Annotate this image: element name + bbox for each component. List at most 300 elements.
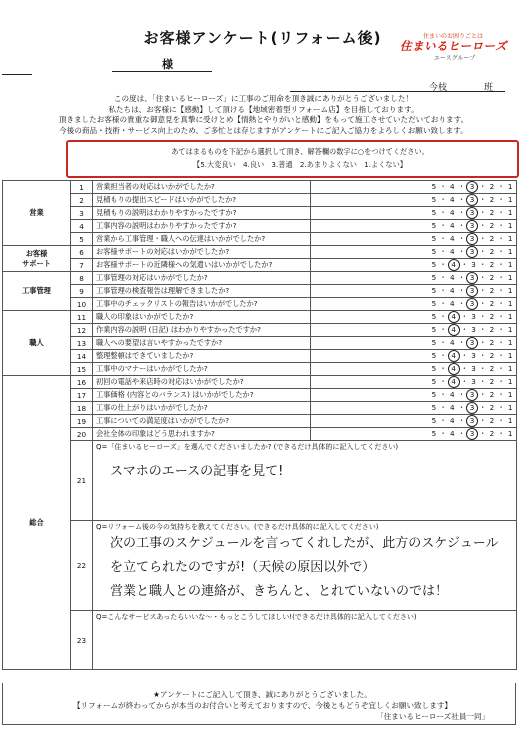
question-number: 11 (71, 311, 93, 324)
question-number: 6 (71, 246, 93, 259)
rating-option-5[interactable]: 5 (431, 325, 437, 334)
rating-options[interactable] (311, 363, 517, 376)
rating-option-1[interactable]: 1 (507, 273, 513, 282)
category-shokunin: 職人 (3, 311, 71, 376)
open-answer-cell[interactable] (93, 611, 517, 670)
rating-separator: ・ (476, 364, 490, 373)
rating-options[interactable] (311, 259, 517, 272)
rating-separator: ・ (494, 403, 508, 412)
rating-option-selected[interactable]: 3 (466, 207, 478, 219)
rating-option-5[interactable]: 5 (431, 403, 437, 412)
rating-separator: ・ (455, 299, 469, 308)
rating-option-2[interactable]: 2 (489, 208, 495, 217)
rating-separator: ・ (494, 273, 508, 282)
question-number: 22 (71, 521, 93, 611)
question-text: 工事内容の説明はわかりやすかったですか? (93, 220, 311, 233)
rating-separator: ・ (457, 325, 472, 334)
rating-option-1[interactable]: 1 (507, 312, 513, 321)
rating-separator: ・ (455, 221, 469, 230)
question-text: 工事中のマナーはいかがでしたか? (93, 363, 311, 376)
rating-option-selected[interactable]: 4 (448, 350, 460, 362)
question-number: 12 (71, 324, 93, 337)
rating-option-1[interactable]: 1 (507, 260, 513, 269)
rating-separator: ・ (436, 403, 450, 412)
rating-option-1[interactable]: 1 (507, 403, 513, 412)
rating-option-5[interactable]: 5 (431, 390, 437, 399)
rating-separator: ・ (494, 234, 508, 243)
rating-option-5[interactable]: 5 (431, 338, 437, 347)
rating-options[interactable] (311, 246, 517, 259)
rating-separator: ・ (455, 273, 469, 282)
rating-options[interactable] (311, 181, 517, 194)
question-row (3, 259, 517, 272)
rating-separator: ・ (455, 429, 469, 438)
rating-option-selected[interactable]: 3 (466, 220, 478, 232)
rating-option-4[interactable]: 4 (449, 221, 456, 230)
question-text: 作業内容の説明 (日記) はわかりやすかったですか? (93, 324, 311, 337)
question-text: お客様サポートの対応はいかがでしたか? (93, 246, 311, 259)
rating-separator: ・ (476, 208, 490, 217)
question-number: 21 (71, 441, 93, 521)
rating-option-2[interactable]: 2 (489, 221, 495, 230)
rating-option-4[interactable]: 4 (449, 390, 456, 399)
rating-options[interactable] (311, 402, 517, 415)
rating-separator: ・ (436, 325, 450, 334)
rating-option-1[interactable]: 1 (507, 208, 513, 217)
rating-separator: ・ (476, 390, 490, 399)
rating-option-5[interactable]: 5 (431, 234, 437, 243)
rating-separator: ・ (494, 247, 508, 256)
rating-option-1[interactable]: 1 (507, 195, 513, 204)
question-number: 16 (71, 376, 93, 389)
question-row (3, 194, 517, 207)
question-text: 見積もりの説明はわかりやすかったですか? (93, 207, 311, 220)
question-row (3, 402, 517, 415)
rating-option-5[interactable]: 5 (431, 182, 437, 191)
handwritten-answer: を立てられたのですが!（天候の原因以外で） (110, 560, 376, 575)
rating-option-1[interactable]: 1 (507, 286, 513, 295)
footer-thanks: ★アンケートにご記入して頂き、誠にありがとうございました。 (153, 690, 372, 699)
rating-option-5[interactable]: 5 (431, 364, 437, 373)
rating-separator: ・ (494, 390, 508, 399)
rating-separator: ・ (436, 208, 450, 217)
rating-separator: ・ (436, 299, 450, 308)
rating-option-4[interactable]: 4 (449, 299, 456, 308)
rating-separator: ・ (476, 182, 490, 191)
rating-option-3[interactable]: 3 (471, 351, 477, 360)
rating-option-4[interactable]: 4 (449, 208, 456, 217)
rating-separator: ・ (436, 221, 450, 230)
rating-option-3[interactable]: 3 (471, 364, 477, 373)
rating-options[interactable] (311, 233, 517, 246)
question-text: 営業から工事管理・職人への伝達はいかがでしたか? (93, 233, 311, 246)
rating-option-selected[interactable]: 3 (466, 298, 478, 310)
rating-option-5[interactable]: 5 (431, 286, 437, 295)
question-row (3, 350, 517, 363)
rating-separator: ・ (494, 208, 508, 217)
rating-separator: ・ (436, 377, 450, 386)
open-question-prompt: Q=リフォーム後の今の気持ちを教えてください。(できるだけ具体的に記入してください) (96, 523, 379, 531)
question-number: 1 (71, 181, 93, 194)
staff-suffix: 班 (484, 83, 494, 93)
rating-options[interactable] (311, 376, 517, 389)
rating-separator: ・ (476, 351, 490, 360)
rating-option-2[interactable]: 2 (489, 286, 495, 295)
rating-option-5[interactable]: 5 (431, 377, 437, 386)
question-number: 4 (71, 220, 93, 233)
rating-separator: ・ (436, 429, 450, 438)
open-question-prompt: Q=こんなサービスあったらいいな〜・もっとこうしてほしい!(できるだけ具体的に記入してください) (96, 613, 417, 621)
rating-separator: ・ (436, 351, 450, 360)
question-number: 3 (71, 207, 93, 220)
question-row (3, 272, 517, 285)
rating-option-2[interactable]: 2 (489, 247, 495, 256)
question-number: 15 (71, 363, 93, 376)
instruction-box (66, 140, 519, 178)
rating-separator: ・ (476, 286, 490, 295)
question-row (3, 207, 517, 220)
question-text: 工事管理の検査報告は理解できましたか? (93, 285, 311, 298)
open-answer-cell[interactable] (93, 441, 517, 521)
question-text: 営業担当者の対応はいかがでしたか? (93, 181, 311, 194)
rating-separator: ・ (494, 221, 508, 230)
rating-options[interactable] (311, 194, 517, 207)
rating-separator: ・ (455, 403, 469, 412)
rating-separator: ・ (476, 338, 490, 347)
question-text: 工事中のチェックリストの報告はいかがでしたか? (93, 298, 311, 311)
rating-separator: ・ (494, 364, 508, 373)
rating-separator: ・ (455, 182, 469, 191)
rating-separator: ・ (457, 351, 472, 360)
rating-option-2[interactable]: 2 (489, 325, 495, 334)
rating-separator: ・ (476, 260, 490, 269)
footer-signature: 「住まいるヒーローズ社員一同」 (376, 712, 490, 721)
question-text: 工事価格 (内容とのバランス) はいかがでしたか? (93, 389, 311, 402)
rating-option-4[interactable]: 4 (449, 429, 456, 438)
rating-separator: ・ (436, 273, 450, 282)
rating-option-1[interactable]: 1 (507, 377, 513, 386)
rating-separator: ・ (494, 182, 508, 191)
question-number: 8 (71, 272, 93, 285)
intro-line: この度は、「住まいるヒーローズ」に工事のご用命を頂き誠にありがとうございました！ (113, 94, 414, 103)
rating-separator: ・ (476, 416, 490, 425)
rating-option-5[interactable]: 5 (431, 260, 437, 269)
instruction-text: あてはまるものを下記から選択して頂き、解答欄の数字に○をつけてください。 (171, 147, 429, 156)
rating-separator: ・ (476, 195, 490, 204)
handwritten-answer: スマホのエースの記事を見て! (110, 464, 284, 479)
question-number: 10 (71, 298, 93, 311)
rating-option-2[interactable]: 2 (489, 182, 495, 191)
rating-options[interactable] (311, 415, 517, 428)
open-answer-cell[interactable] (93, 521, 517, 611)
rating-separator: ・ (436, 390, 450, 399)
rating-option-2[interactable]: 2 (489, 364, 495, 373)
rating-option-5[interactable]: 5 (431, 416, 437, 425)
question-text: 会社全体の印象はどう思われますか? (93, 428, 311, 441)
rating-separator: ・ (457, 377, 472, 386)
open-question-row (3, 441, 517, 521)
question-text: 職人の印象はいかがでしたか? (93, 311, 311, 324)
rating-option-1[interactable]: 1 (507, 351, 513, 360)
question-number: 13 (71, 337, 93, 350)
rating-option-selected[interactable]: 4 (448, 324, 460, 336)
rating-options[interactable] (311, 311, 517, 324)
category-eigyo: 営業 (3, 181, 71, 246)
rating-separator: ・ (494, 325, 508, 334)
question-number: 19 (71, 415, 93, 428)
question-text: 整理整頓はできていましたか? (93, 350, 311, 363)
question-row (3, 337, 517, 350)
rating-separator: ・ (494, 195, 508, 204)
category-support: お客様 サポート (3, 246, 71, 272)
rating-option-4[interactable]: 4 (449, 403, 456, 412)
question-number: 2 (71, 194, 93, 207)
rating-separator: ・ (476, 221, 490, 230)
rating-options[interactable] (311, 207, 517, 220)
rating-option-2[interactable]: 2 (489, 195, 495, 204)
rating-separator: ・ (494, 416, 508, 425)
customer-name-line (112, 71, 212, 72)
rating-separator: ・ (494, 286, 508, 295)
rating-separator: ・ (436, 364, 450, 373)
handwritten-answer: 営業と職人との連絡が、きちんと、とれていないのでは！ (110, 584, 449, 599)
rating-separator: ・ (455, 286, 469, 295)
rating-option-selected[interactable]: 4 (448, 311, 460, 323)
rating-separator: ・ (494, 351, 508, 360)
question-row (3, 389, 517, 402)
rating-option-5[interactable]: 5 (431, 429, 437, 438)
rating-separator: ・ (455, 195, 469, 204)
rating-separator: ・ (476, 247, 490, 256)
survey-title: お客様アンケート(リフォーム後) (143, 29, 382, 47)
open-question-row (3, 521, 517, 611)
rating-option-5[interactable]: 5 (431, 312, 437, 321)
rating-option-5[interactable]: 5 (431, 247, 437, 256)
category-koji: 工事管理 (3, 272, 71, 311)
rating-option-5[interactable]: 5 (431, 351, 437, 360)
rating-option-2[interactable]: 2 (489, 260, 495, 269)
rating-option-1[interactable]: 1 (507, 325, 513, 334)
rating-option-2[interactable]: 2 (489, 234, 495, 243)
rating-option-selected[interactable]: 3 (466, 389, 478, 401)
question-number: 18 (71, 402, 93, 415)
question-table (2, 180, 517, 670)
rating-separator: ・ (457, 364, 472, 373)
rating-option-3[interactable]: 3 (471, 312, 477, 321)
rating-options[interactable] (311, 389, 517, 402)
rating-separator: ・ (455, 390, 469, 399)
rating-separator: ・ (494, 260, 508, 269)
staff-line (290, 91, 505, 92)
question-number: 17 (71, 389, 93, 402)
rating-option-4[interactable]: 4 (449, 234, 456, 243)
question-number: 9 (71, 285, 93, 298)
rating-option-selected[interactable]: 3 (466, 402, 478, 414)
open-question-prompt: Q=「住まいるヒーローズ」を選んでくださいましたか? (できるだけ具体的に記入してください) (96, 443, 399, 451)
rating-separator: ・ (436, 286, 450, 295)
rating-option-4[interactable]: 4 (449, 247, 456, 256)
rating-option-2[interactable]: 2 (489, 338, 495, 347)
rating-option-2[interactable]: 2 (489, 312, 495, 321)
rating-options[interactable] (311, 337, 517, 350)
rating-option-4[interactable]: 4 (449, 195, 456, 204)
question-row (3, 415, 517, 428)
rating-option-1[interactable]: 1 (507, 182, 513, 191)
question-number: 20 (71, 428, 93, 441)
brand-logo: 住まいるヒーローズ (400, 39, 507, 53)
intro-text (8, 94, 519, 136)
question-row (3, 363, 517, 376)
rating-options[interactable] (311, 428, 517, 441)
rating-separator: ・ (455, 247, 469, 256)
rating-separator: ・ (436, 234, 450, 243)
rating-option-1[interactable]: 1 (507, 299, 513, 308)
question-row (3, 311, 517, 324)
rating-option-3[interactable]: 3 (471, 260, 477, 269)
rating-option-2[interactable]: 2 (489, 416, 495, 425)
footer-message: 【リフォームが終わってからが本当のお付合いと考えておりますので、今後ともどうぞ宜しくお願い致します】 (72, 701, 453, 710)
rating-option-4[interactable]: 4 (449, 338, 456, 347)
rating-option-2[interactable]: 2 (489, 429, 495, 438)
rating-option-3[interactable]: 3 (471, 325, 477, 334)
rating-option-selected[interactable]: 4 (448, 363, 460, 375)
rating-separator: ・ (476, 403, 490, 412)
rating-option-4[interactable]: 4 (449, 286, 456, 295)
question-number: 5 (71, 233, 93, 246)
question-number: 14 (71, 350, 93, 363)
rating-option-4[interactable]: 4 (449, 273, 456, 282)
rating-options[interactable] (311, 272, 517, 285)
rating-separator: ・ (436, 338, 450, 347)
rating-separator: ・ (436, 260, 450, 269)
rating-option-4[interactable]: 4 (449, 416, 456, 425)
intro-line: 頂きましたお客様の貴重な御意見を真摯に受けとめ【情熱とやりがいと感動】をもって施工させていただいております。 (58, 115, 469, 124)
rating-option-5[interactable]: 5 (431, 273, 437, 282)
rating-scale: 【5.大変良い 4.良い 3.普通 2.あまりよくない 1.よくない】 (193, 160, 407, 169)
handwritten-answer: 次の工事のスケジュールを言ってくれしたが、此方のスケジュール (110, 536, 499, 551)
rating-options[interactable] (311, 350, 517, 363)
rating-separator: ・ (457, 312, 472, 321)
rating-option-2[interactable]: 2 (489, 403, 495, 412)
rating-separator: ・ (455, 234, 469, 243)
customer-suffix: 様 (162, 58, 173, 71)
intro-line: 今後の商品・技術・サービス向上のため、ご多忙とは存じますがアンケートにご記入ご協力をよろしくお願い致します。 (59, 125, 468, 135)
rating-separator: ・ (476, 325, 490, 334)
question-row (3, 298, 517, 311)
question-text: 見積もりの提出スピードはいかがでしたか? (93, 194, 311, 207)
rating-option-selected[interactable]: 3 (466, 415, 478, 427)
rating-option-5[interactable]: 5 (431, 195, 437, 204)
rating-separator: ・ (436, 247, 450, 256)
open-question-row (3, 611, 517, 670)
rating-option-selected[interactable]: 3 (466, 246, 478, 258)
rating-option-1[interactable]: 1 (507, 364, 513, 373)
rating-separator: ・ (494, 312, 508, 321)
rating-option-3[interactable]: 3 (471, 377, 477, 386)
rating-options[interactable] (311, 285, 517, 298)
rating-option-4[interactable]: 4 (449, 182, 456, 191)
rating-option-2[interactable]: 2 (489, 390, 495, 399)
logo-tagline: 住まいのお困りごとは (423, 33, 484, 40)
rating-option-1[interactable]: 1 (507, 247, 513, 256)
category-sogo: 総合 (3, 376, 71, 670)
rating-option-5[interactable]: 5 (431, 299, 437, 308)
rating-option-2[interactable]: 2 (489, 273, 495, 282)
question-number: 23 (71, 611, 93, 670)
rating-option-1[interactable]: 1 (507, 338, 513, 347)
logo-group: エースグループ (434, 55, 476, 62)
rating-option-2[interactable]: 2 (489, 299, 495, 308)
rating-option-1[interactable]: 1 (507, 234, 513, 243)
rating-option-selected[interactable]: 3 (466, 428, 478, 440)
rating-separator: ・ (436, 416, 450, 425)
rating-option-selected[interactable]: 3 (466, 194, 478, 206)
rating-separator: ・ (436, 182, 450, 191)
question-row (3, 428, 517, 441)
question-text: 工事についての満足度はいかがでしたか? (93, 415, 311, 428)
rating-separator: ・ (455, 208, 469, 217)
staff-name: 今枝 (429, 83, 448, 93)
rating-option-selected[interactable]: 3 (466, 285, 478, 297)
rating-options[interactable] (311, 220, 517, 233)
rating-separator: ・ (476, 429, 490, 438)
question-text: 職人への要望は言いやすかったですか? (93, 337, 311, 350)
rating-option-selected[interactable]: 3 (466, 233, 478, 245)
question-text: お客様サポートの近隣様への気遣いはいかがでしたか? (93, 259, 311, 272)
rating-option-selected[interactable]: 3 (466, 337, 478, 349)
question-row (3, 246, 517, 259)
question-row (3, 324, 517, 337)
rating-option-selected[interactable]: 3 (466, 272, 478, 284)
rating-separator: ・ (476, 273, 490, 282)
rating-option-selected[interactable]: 3 (466, 181, 478, 193)
question-row (3, 376, 517, 389)
rating-option-selected[interactable]: 4 (448, 259, 460, 271)
rating-option-2[interactable]: 2 (489, 351, 495, 360)
rating-separator: ・ (494, 338, 508, 347)
rating-option-1[interactable]: 1 (507, 221, 513, 230)
rating-separator: ・ (436, 195, 450, 204)
rating-option-selected[interactable]: 4 (448, 376, 460, 388)
name-line-left (2, 74, 32, 75)
rating-separator: ・ (494, 429, 508, 438)
rating-separator: ・ (494, 377, 508, 386)
rating-separator: ・ (455, 416, 469, 425)
rating-separator: ・ (476, 312, 490, 321)
rating-option-2[interactable]: 2 (489, 377, 495, 386)
rating-option-1[interactable]: 1 (507, 416, 513, 425)
question-text: 初回の電話や来店時の対応はいかがでしたか? (93, 376, 311, 389)
rating-option-1[interactable]: 1 (507, 429, 513, 438)
intro-line: 私たちは、お客様に【感動】して頂ける【地域密着型リフォーム店】を目指しております。 (108, 104, 419, 114)
rating-option-5[interactable]: 5 (431, 208, 437, 217)
rating-option-5[interactable]: 5 (431, 221, 437, 230)
rating-separator: ・ (476, 377, 490, 386)
rating-options[interactable] (311, 298, 517, 311)
rating-option-1[interactable]: 1 (507, 390, 513, 399)
question-text: 工事管理の対応はいかがでしたか? (93, 272, 311, 285)
question-row (3, 285, 517, 298)
rating-separator: ・ (436, 312, 450, 321)
rating-separator: ・ (476, 234, 490, 243)
question-number: 7 (71, 259, 93, 272)
question-text: 工事の仕上がりはいかがでしたか? (93, 402, 311, 415)
question-row (3, 220, 517, 233)
rating-separator: ・ (476, 299, 490, 308)
rating-separator: ・ (455, 338, 469, 347)
rating-options[interactable] (311, 324, 517, 337)
rating-separator: ・ (494, 299, 508, 308)
